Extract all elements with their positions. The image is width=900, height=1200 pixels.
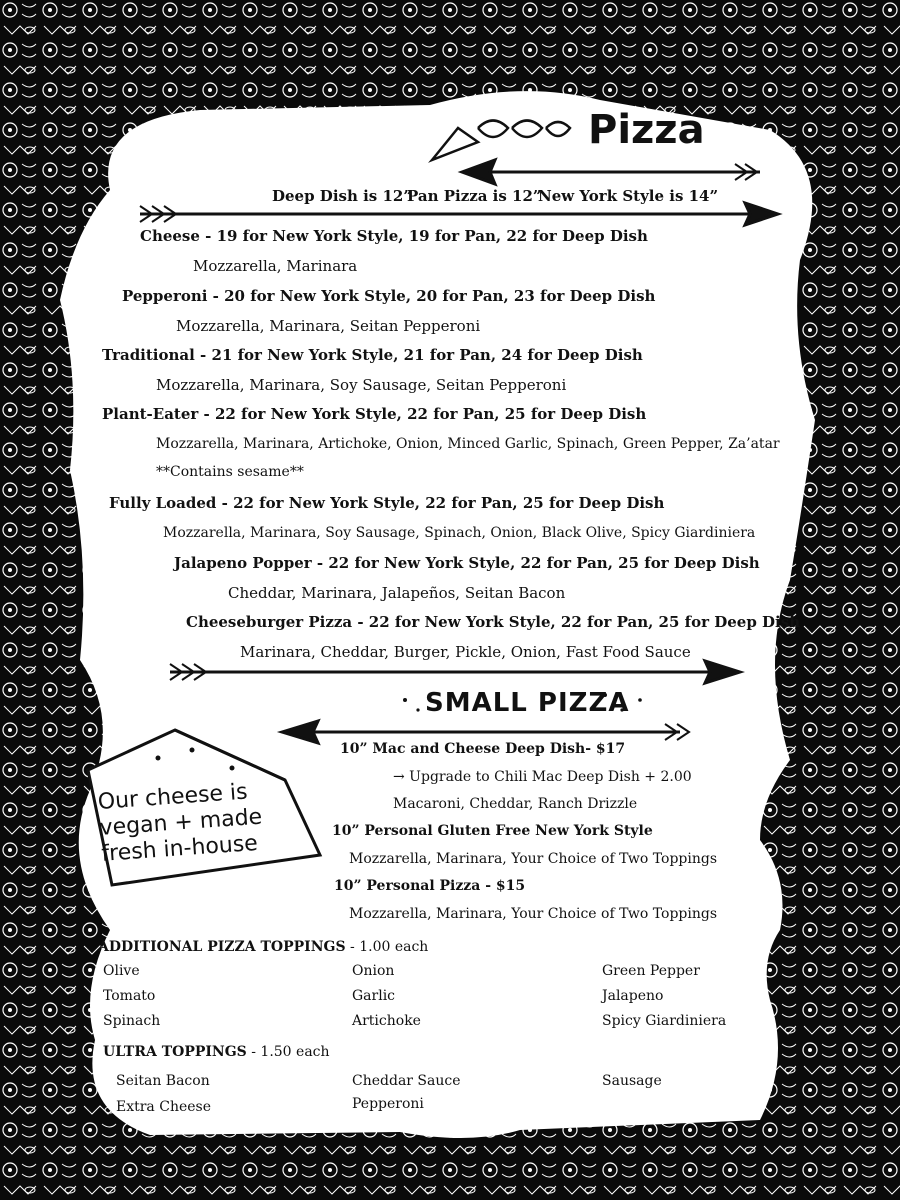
topping-item: Jalapeno [602, 988, 664, 1004]
pizza-pepperoni-desc: Mozzarella, Marinara, Seitan Pepperoni [176, 317, 481, 335]
small-mac-cheese-title: 10” Mac and Cheese Deep Dish- $17 [340, 741, 626, 757]
additional-toppings-label: ADDITIONAL PIZZA TOPPINGS [98, 939, 346, 955]
additional-toppings-heading [98, 939, 428, 955]
pizza-traditional-desc: Mozzarella, Marinara, Soy Sausage, Seitan Pepperoni [156, 376, 567, 394]
topping-item: Olive [103, 963, 140, 979]
logo-pizza-text: Pizza [588, 107, 705, 153]
topping-item: Tomato [103, 988, 156, 1004]
pizza-jalapeno-popper-title: Jalapeno Popper - 22 for New York Style, 22 for Pan, 25 for Deep Dish [174, 554, 760, 572]
ultra-topping-item: Pepperoni [352, 1096, 424, 1112]
pizza-pepperoni-title: Pepperoni - 20 for New York Style, 20 for Pan, 23 for Deep Dish [122, 287, 656, 305]
ultra-toppings-heading [103, 1044, 330, 1060]
cheese-note-line-1: Our cheese is [97, 779, 249, 815]
ultra-topping-item: Extra Cheese [116, 1099, 211, 1115]
small-mac-cheese-upgrade: → Upgrade to Chili Mac Deep Dish + 2.00 [393, 769, 692, 785]
small-gluten-free-title: 10” Personal Gluten Free New York Style [332, 823, 653, 839]
topping-item: Spinach [103, 1013, 161, 1029]
small-personal-title: 10” Personal Pizza - $15 [334, 878, 526, 894]
pizza-cheese-title: Cheese - 19 for New York Style, 19 for Pan, 22 for Deep Dish [140, 227, 648, 245]
pizza-plant-eater-note: **Contains sesame** [156, 464, 304, 480]
additional-toppings-price: - 1.00 each [345, 939, 429, 955]
small-personal-desc: Mozzarella, Marinara, Your Choice of Two Toppings [349, 906, 718, 922]
ultra-topping-item: Sausage [602, 1073, 662, 1089]
pizza-plant-eater-desc: Mozzarella, Marinara, Artichoke, Onion, Minced Garlic, Spinach, Green Pepper, Za’atar [156, 436, 780, 452]
cheese-note-line-2: vegan + made [98, 804, 263, 841]
pizza-cheese-desc: Mozzarella, Marinara [193, 257, 358, 275]
ultra-topping-item: Seitan Bacon [116, 1073, 210, 1089]
pizza-fully-loaded-desc: Mozzarella, Marinara, Soy Sausage, Spinach, Onion, Black Olive, Spicy Giardiniera [163, 525, 756, 541]
size-deep-dish: Deep Dish is 12” [272, 187, 412, 205]
topping-item: Artichoke [352, 1013, 421, 1029]
cheese-note-line-3: fresh in-house [100, 830, 259, 867]
ultra-topping-item: Cheddar Sauce [352, 1073, 461, 1089]
topping-item: Garlic [352, 988, 396, 1004]
size-pan: Pan Pizza is 12” [407, 187, 542, 205]
pizza-fully-loaded-title: Fully Loaded - 22 for New York Style, 22 for Pan, 25 for Deep Dish [109, 494, 665, 512]
ultra-toppings-price: - 1.50 each [246, 1044, 330, 1060]
pizza-cheeseburger-title: Cheeseburger Pizza - 22 for New York Style, 22 for Pan, 25 for Deep Dish [186, 613, 801, 631]
ultra-toppings-label: ULTRA TOPPINGS [103, 1044, 247, 1060]
small-mac-cheese-desc: Macaroni, Cheddar, Ranch Drizzle [393, 796, 638, 812]
pizza-traditional-title: Traditional - 21 for New York Style, 21 for Pan, 24 for Deep Dish [102, 346, 643, 364]
topping-item: Spicy Giardiniera [602, 1013, 727, 1029]
pizza-jalapeno-popper-desc: Cheddar, Marinara, Jalapeños, Seitan Bacon [228, 584, 566, 602]
small-gluten-free-desc: Mozzarella, Marinara, Your Choice of Two Toppings [349, 851, 718, 867]
size-new-york: New York Style is 14” [538, 187, 719, 205]
pizza-cheeseburger-desc: Marinara, Cheddar, Burger, Pickle, Onion, Fast Food Sauce [240, 643, 691, 661]
small-pizza-heading: SMALL PIZZA [425, 688, 630, 718]
topping-item: Onion [352, 963, 395, 979]
cheese-note [97, 779, 265, 868]
topping-item: Green Pepper [602, 963, 700, 979]
pizza-plant-eater-title: Plant-Eater - 22 for New York Style, 22 for Pan, 25 for Deep Dish [102, 405, 647, 423]
